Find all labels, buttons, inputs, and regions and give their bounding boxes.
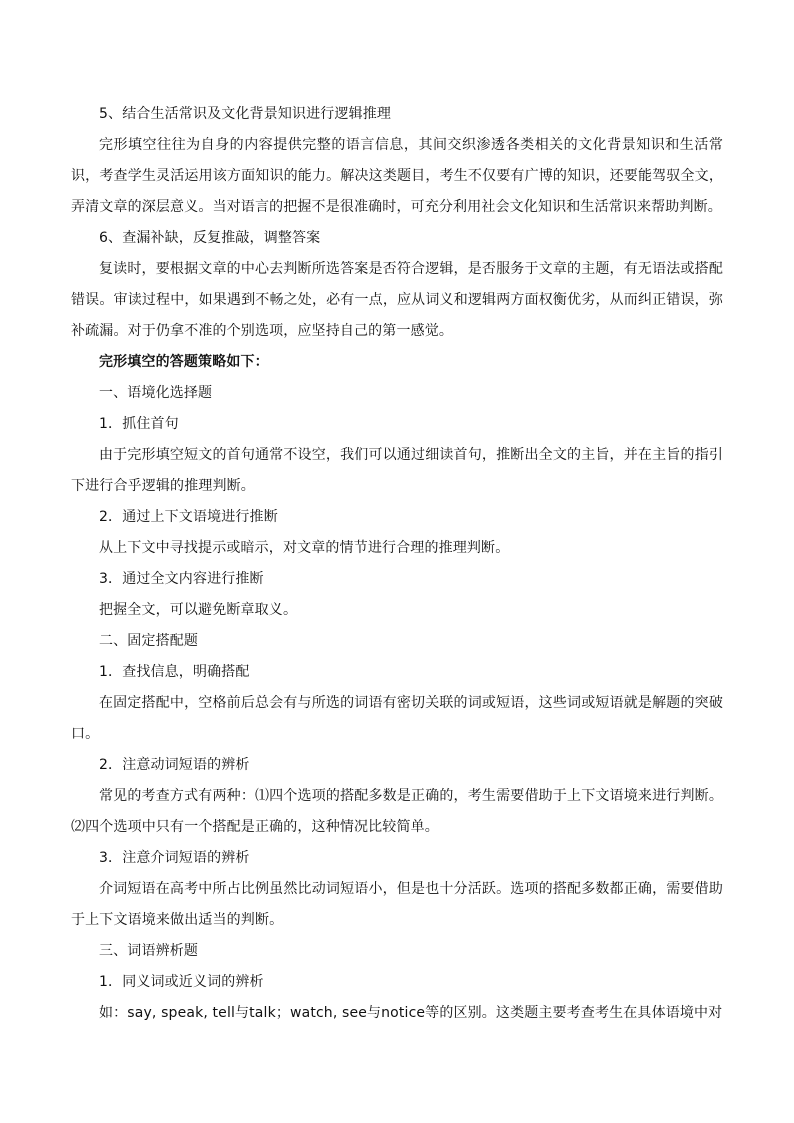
section-heading-6: 6、查漏补缺，反复推敲，调整答案 [99, 230, 321, 246]
paragraph-verb-phrases: 常见的考查方式有两种：⑴四个选项的搭配多数是正确的，考生需要借助于上下文语境来进行判断。⑵四个选项中只有一个搭配是正确的，这种情况比较简单。 [71, 788, 723, 835]
subheading-verb-phrases: 2．注意动词短语的辨析 [99, 757, 250, 773]
paragraph-context-inference: 从上下文中寻找提示或暗示，对文章的情节进行合理的推理判断。 [99, 540, 510, 556]
paragraph-find-information: 在固定搭配中，空格前后总会有与所选的词语有密切关联的词或短语，这些词或短语就是解题的突破口。 [71, 695, 723, 742]
subheading-full-text-inference: 3．通过全文内容进行推断 [99, 571, 264, 587]
paragraph-first-sentence: 由于完形填空短文的首句通常不设空，我们可以通过细读首句，推断出全文的主旨，并在主旨的指引下进行合乎逻辑的推理判断。 [71, 447, 723, 494]
subheading-find-information: 1．查找信息，明确搭配 [99, 664, 250, 680]
section-heading-5: 5、结合生活常识及文化背景知识进行逻辑推理 [99, 106, 392, 122]
paragraph-review-answers: 复读时，要根据文章的中心去判断所选答案是否符合逻辑，是否服务于文章的主题，有无语法或搭配错误。审读过程中，如果遇到不畅之处，必有一点，应从词义和逻辑两方面权衡优劣，从而纠正错误，弥补疏漏。对于仍拿不准的个别选项，应坚持自己的第一感觉。 [71, 261, 723, 339]
document-body [71, 99, 723, 1029]
heading-fixed-collocation: 二、固定搭配题 [99, 633, 199, 649]
paragraph-synonyms: 如：say, speak, tell与talk；watch, see与notice等的区别。这类题主要考查考生在具体语境中对 [99, 1005, 723, 1021]
strategy-heading: 完形填空的答题策略如下： [99, 354, 269, 370]
paragraph-cultural-knowledge: 完形填空往往为自身的内容提供完整的语言信息，其间交织渗透各类相关的文化背景知识和生活常识，考查学生灵活运用该方面知识的能力。解决这类题目，考生不仅要有广博的知识，还要能驾驭全文，弄清文章的深层意义。当对语言的把握不是很准确时，可充分利用社会文化知识和生活常识来帮助判断。 [71, 137, 723, 215]
heading-contextual-choice: 一、语境化选择题 [99, 385, 213, 401]
paragraph-full-text-inference: 把握全文，可以避免断章取义。 [99, 602, 298, 618]
subheading-prepositional-phrases: 3．注意介词短语的辨析 [99, 850, 250, 866]
subheading-synonyms: 1．同义词或近义词的辨析 [99, 974, 264, 990]
paragraph-prepositional-phrases: 介词短语在高考中所占比例虽然比动词短语小，但是也十分活跃。选项的搭配多数都正确，需要借助于上下文语境来做出适当的判断。 [71, 881, 723, 928]
subheading-context-inference: 2．通过上下文语境进行推断 [99, 509, 278, 525]
heading-word-discrimination: 三、词语辨析题 [99, 943, 199, 959]
subheading-first-sentence: 1．抓住首句 [99, 416, 179, 432]
